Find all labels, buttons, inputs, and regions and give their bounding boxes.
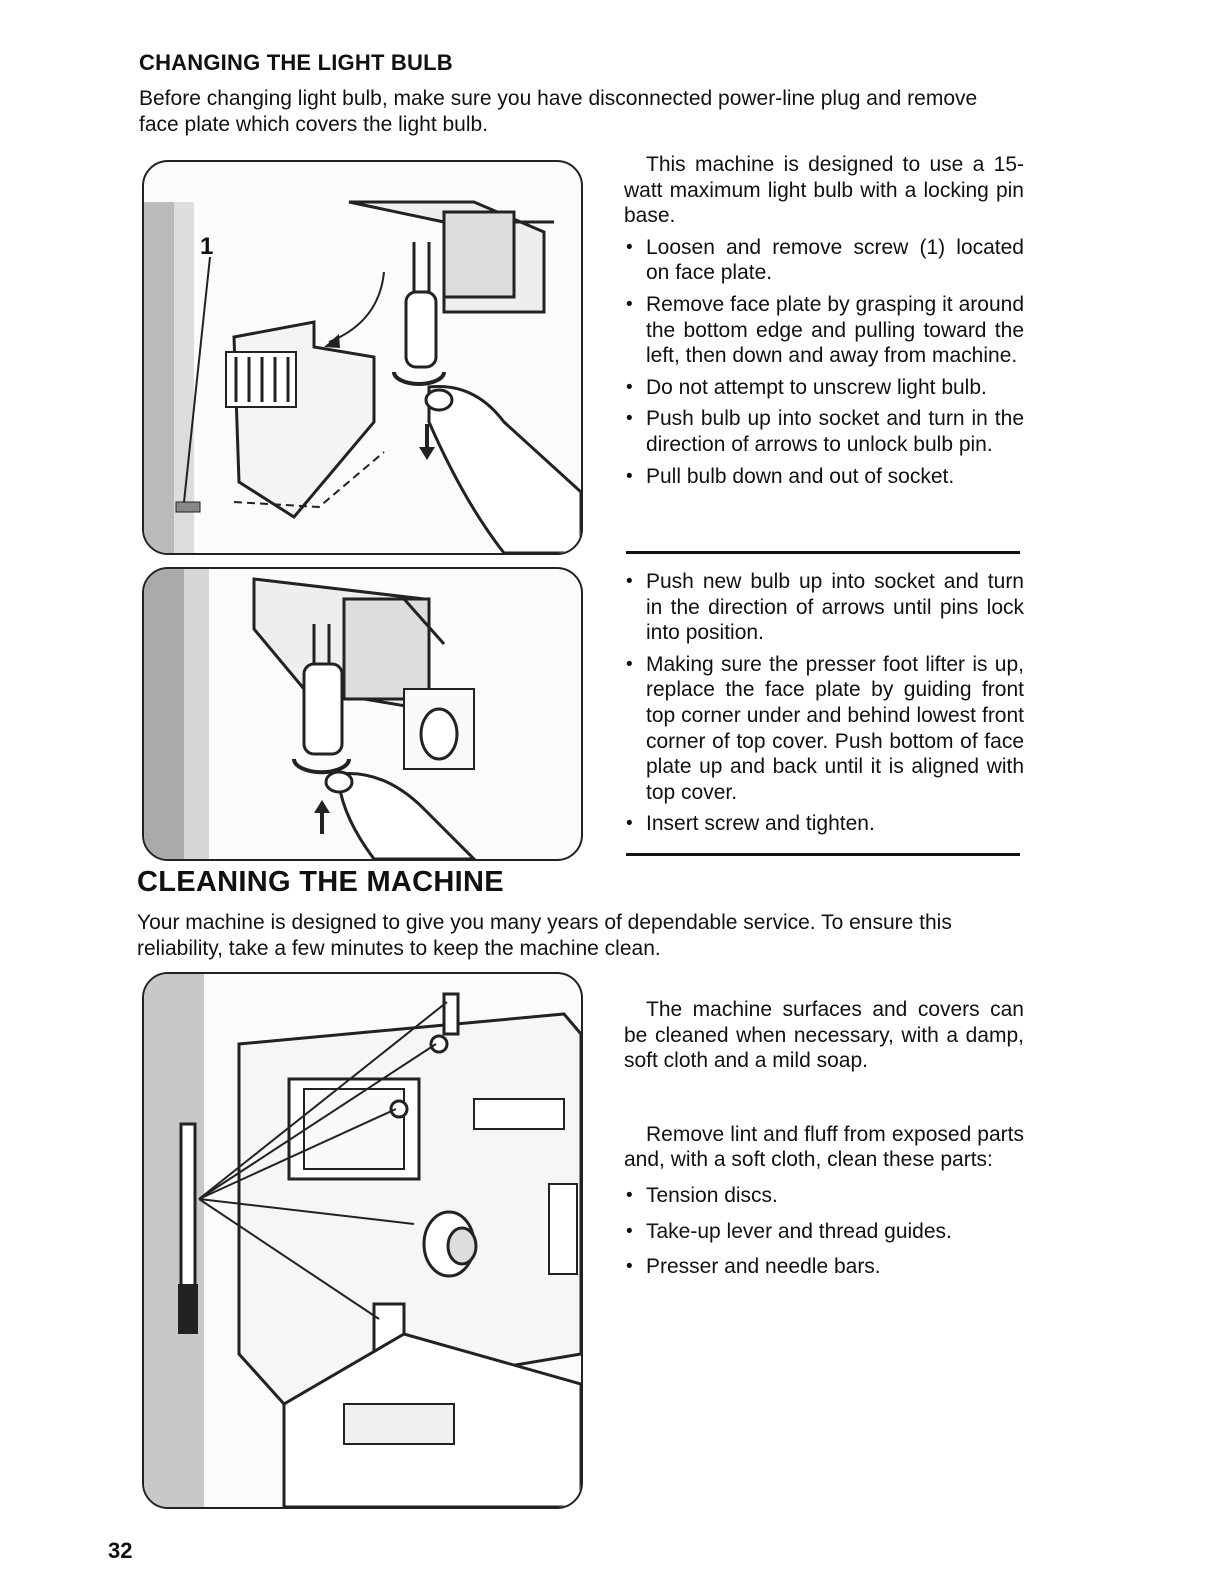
list-item: • Remove face plate by grasping it around the bottom edge and pulling toward the left, then down and away from machine. [624,292,1024,369]
cleaning-intro: Your machine is designed to give you many years of dependable service. To ensure this reliability, take a few minutes to keep the machine clean. [137,911,952,960]
cleaning-parts-list [624,1183,1024,1280]
list-item: • Do not attempt to unscrew light bulb. [624,375,1024,401]
page-number: 32 [108,1538,133,1563]
cleaning-text [624,997,1024,1280]
list-item: • Insert screw and tighten. [624,811,1024,837]
light-bulb-intro: Before changing light bulb, make sure you have disconnected power-line plug and remove face plate which covers the light bulb. [139,87,978,136]
list-item: • Loosen and remove screw (1) located on face plate. [624,235,1024,286]
lint-paragraph: Remove lint and fluff from exposed parts and, with a soft cloth, clean these parts: [624,1122,1024,1172]
cleaning-points-illustration [144,974,581,1507]
list-item: • Presser and needle bars. [624,1254,1024,1280]
section-heading-cleaning: CLEANING THE MACHINE [137,866,504,898]
section-heading-light-bulb: CHANGING THE LIGHT BULB [139,50,453,75]
figure-install-bulb [142,567,583,861]
list-item: • Tension discs. [624,1183,1024,1209]
list-item: • Push bulb up into socket and turn in the direction of arrows to unlock bulb pin. [624,406,1024,457]
list-item: • Take-up lever and thread guides. [624,1219,1024,1245]
list-item: • Pull bulb down and out of socket. [624,464,1024,490]
installation-steps-list [624,569,1024,837]
list-item: • Making sure the presser foot lifter is up, replace the face plate by guiding front top corner under and behind lowest front corner of top cover. Push bottom of face plate up and back until it is aligned with top cover. [624,652,1024,806]
bulb-installation-illustration [144,569,581,859]
divider [626,853,1020,856]
list-item: • Push new bulb up into socket and turn in the direction of arrows until pins lock into position. [624,569,1024,646]
light-bulb-spec-paragraph: This machine is designed to use a 15-watt maximum light bulb with a locking pin base. [624,153,1024,228]
figure-cleaning-machine [142,972,583,1509]
face-plate-removal-illustration [144,162,581,553]
light-bulb-removal-text [624,152,1024,489]
divider [626,551,1020,554]
figure-remove-face-plate [142,160,583,555]
removal-steps-list [624,235,1024,489]
surfaces-paragraph: The machine surfaces and covers can be cleaned when necessary, with a damp, soft cloth and a mild soap. [624,998,1024,1073]
light-bulb-install-text [624,563,1024,837]
screw-callout-label: 1 [200,233,214,260]
